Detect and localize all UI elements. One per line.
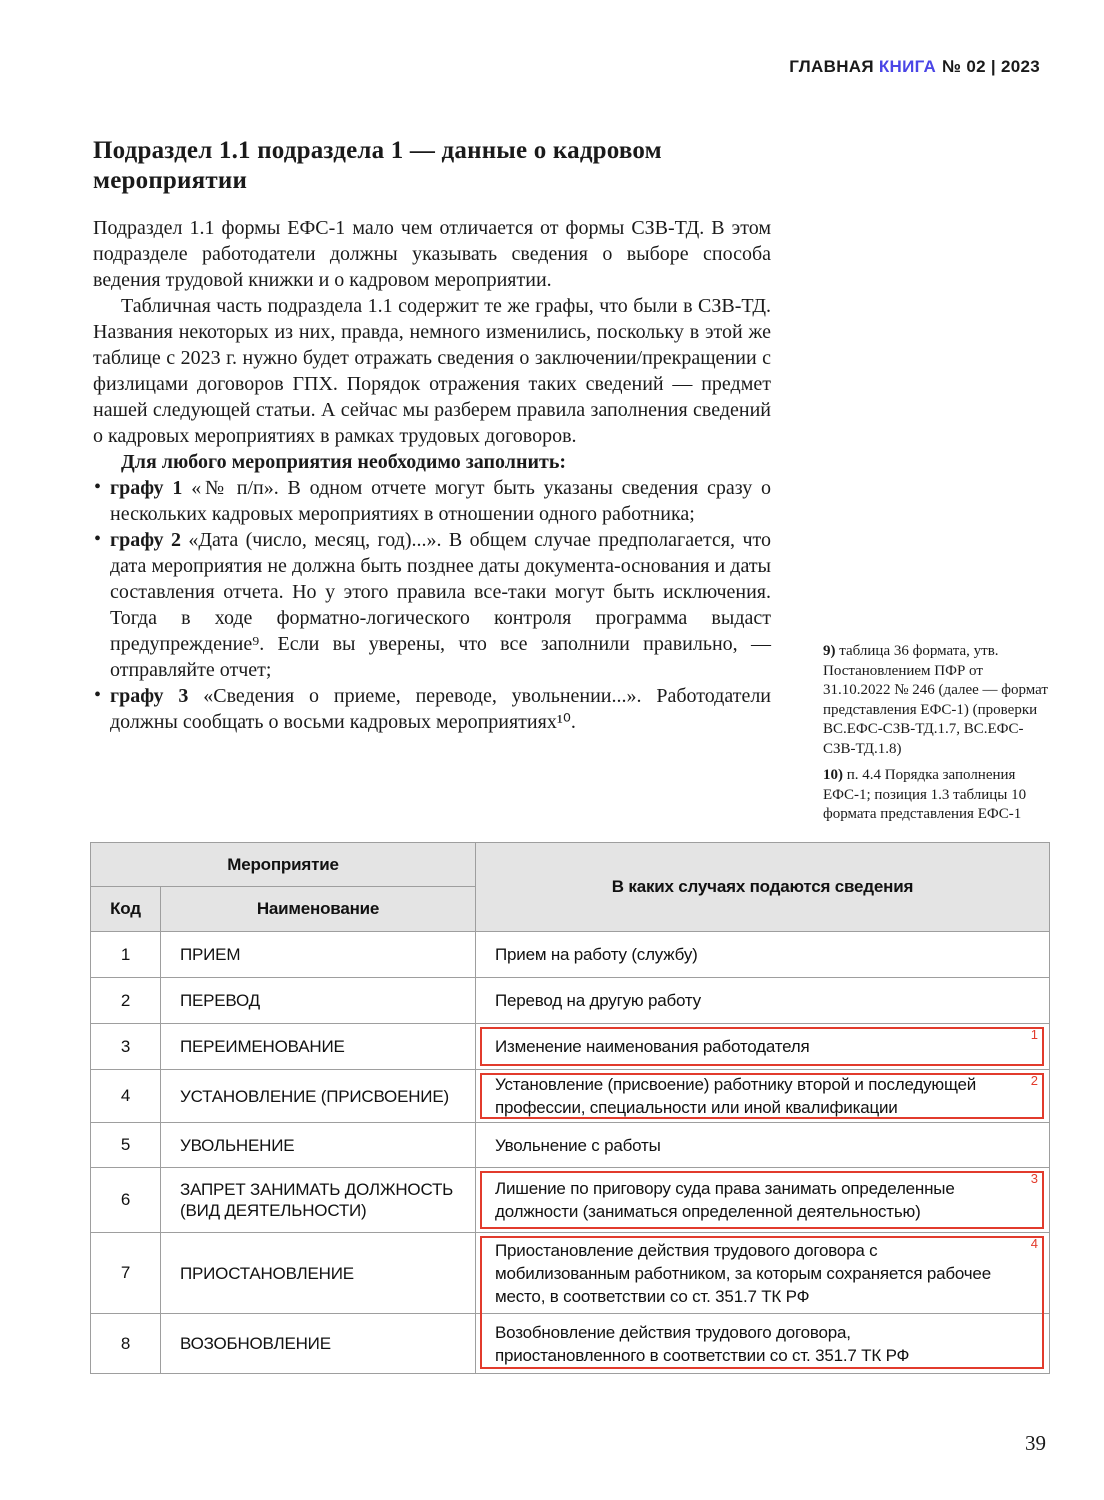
masthead bbox=[789, 57, 1040, 77]
table-cell-code: 5 bbox=[91, 1123, 160, 1167]
cases-text: Установление (присвоение) работнику второй и последующей профессии, специальности или иной квалификации bbox=[495, 1075, 977, 1117]
bullet-lead: графу 2 bbox=[110, 529, 181, 551]
cases-text: Лишение по приговору суда права занимать определенные должности (заниматься определенной деятельностью) bbox=[495, 1179, 955, 1221]
footnote-text: таблица 36 формата, утв. Постановлением ПФР от 31.10.2022 № 246 (далее — формат представления ЕФС-1) (проверки ВС.ЕФС-СЗВ-ТД.1.7, ВС.ЕФС-СЗВ-ТД.1.8) bbox=[823, 643, 1048, 757]
article-title: Подраздел 1.1 подраздела 1 — данные о кадровом мероприятии bbox=[93, 137, 662, 194]
sidenotes bbox=[823, 642, 1050, 832]
table-header-code: Код bbox=[91, 887, 160, 931]
table-cell-cases bbox=[476, 978, 1049, 1023]
bullet-lead: графу 1 bbox=[110, 477, 183, 499]
cases-text: Приостановление действия трудового договора с мобилизованным работником, за которым сохраняется рабочее место, в соответствии со ст. 351.7 ТК РФ bbox=[495, 1240, 991, 1306]
bullet-text: «Дата (число, месяц, год)...». В общем случае предполагается, что дата мероприятия не должна быть позднее даты документа-основания и даты составления отчета. Но у этого правила все-таки могут быть исключения. Тогда в ходе форматно-логического контроля программа выдаст предупреждение⁹. Если вы уверены, что все заполнили правильно, — отправляйте отчет; bbox=[110, 529, 771, 681]
table-cell-code: 7 bbox=[91, 1233, 160, 1313]
table-cell-name: ПРИЕМ bbox=[161, 932, 475, 977]
bullet-item bbox=[93, 527, 771, 683]
bullet-text: «№ п/п». В одном отчете могут быть указаны сведения сразу о нескольких кадровых мероприятиях в отношении одного работника; bbox=[110, 477, 772, 525]
table-cell-cases bbox=[476, 1168, 1049, 1232]
callout-number: 2 bbox=[1030, 1073, 1038, 1088]
table-cell-name: ПЕРЕИМЕНОВАНИЕ bbox=[161, 1024, 475, 1069]
table-cell-cases bbox=[476, 1123, 1049, 1167]
bullet-marker-icon: • bbox=[94, 528, 102, 550]
table-cell-code: 2 bbox=[91, 978, 160, 1023]
table-cell-name: ПРИОСТАНОВЛЕНИЕ bbox=[161, 1233, 475, 1313]
table-cell-name: УСТАНОВЛЕНИЕ (ПРИСВОЕНИЕ) bbox=[161, 1070, 475, 1122]
masthead-brand-secondary: КНИГА bbox=[878, 57, 937, 76]
paragraph: Подраздел 1.1 формы ЕФС-1 мало чем отличается от формы СЗВ-ТД. В этом подразделе работодатели должны указывать сведения о выборе способа ведения трудовой книжки и о кадровом мероприятии. bbox=[93, 217, 771, 291]
masthead-brand-primary: ГЛАВНАЯ bbox=[789, 57, 874, 76]
callout-number: 4 bbox=[1030, 1236, 1038, 1251]
bullet-marker-icon: • bbox=[94, 684, 102, 706]
table-cell-cases bbox=[476, 1233, 1049, 1313]
table-cell-code: 1 bbox=[91, 932, 160, 977]
cases-text: Изменение наименования работодателя bbox=[495, 1037, 810, 1056]
masthead-issue: № 02 | 2023 bbox=[942, 57, 1040, 76]
table-cell-name: ПЕРЕВОД bbox=[161, 978, 475, 1023]
table-cell-code: 3 bbox=[91, 1024, 160, 1069]
callout-number: 3 bbox=[1030, 1171, 1038, 1186]
table-cell-cases bbox=[476, 1314, 1049, 1373]
article-body bbox=[93, 136, 771, 735]
table-cell-name: ЗАПРЕТ ЗАНИМАТЬ ДОЛЖНОСТЬ (ВИД ДЕЯТЕЛЬНОСТИ) bbox=[161, 1168, 475, 1232]
events-table bbox=[90, 842, 1050, 1374]
cases-text: Прием на работу (службу) bbox=[495, 945, 698, 964]
callout-number: 1 bbox=[1030, 1027, 1038, 1042]
cases-text: Увольнение с работы bbox=[495, 1135, 661, 1155]
bullet-lead: графу 3 bbox=[110, 685, 189, 707]
footnote-9 bbox=[823, 642, 1050, 759]
footnote-10 bbox=[823, 766, 1050, 825]
lead-in-line: Для любого мероприятия необходимо заполнить: bbox=[121, 451, 567, 473]
table-header-cases: В каких случаях подаются сведения bbox=[476, 843, 1049, 931]
table-cell-name: УВОЛЬНЕНИЕ bbox=[161, 1123, 475, 1167]
table-cell-code: 8 bbox=[91, 1314, 160, 1373]
table-cell-cases bbox=[476, 932, 1049, 977]
bullet-item bbox=[93, 683, 771, 735]
cases-text: Перевод на другую работу bbox=[495, 991, 701, 1010]
table-cell-code: 6 bbox=[91, 1168, 160, 1232]
footnote-number: 9) bbox=[823, 643, 836, 659]
bullet-marker-icon: • bbox=[94, 476, 102, 498]
table-cell-cases bbox=[476, 1024, 1049, 1069]
paragraph: Табличная часть подраздела 1.1 содержит те же графы, что были в СЗВ-ТД. Названия некоторых из них, правда, немного изменились, поскольку в этой же таблице с 2023 г. нужно будет отражать сведения о заключении/прекращении с физлицами договоров ГПХ. Порядок отражения таких сведений — предмет нашей следующей статьи. А сейчас мы разберем правила заполнения сведений о кадровых мероприятиях в рамках трудовых договоров. bbox=[93, 295, 771, 447]
footnote-text: п. 4.4 Порядка заполнения ЕФС-1; позиция 1.3 таблицы 10 формата представления ЕФС-1 bbox=[823, 767, 1027, 822]
cases-text: Возобновление действия трудового договора, приостановленного в соответствии со ст. 351.7 ТК РФ bbox=[495, 1322, 910, 1365]
bullet-item bbox=[93, 475, 771, 527]
footnote-number: 10) bbox=[823, 767, 843, 783]
table-cell-code: 4 bbox=[91, 1070, 160, 1122]
page-number: 39 bbox=[1025, 1431, 1046, 1455]
table-header-event: Мероприятие bbox=[91, 843, 475, 886]
table-header-name: Наименование bbox=[161, 887, 475, 931]
table-cell-cases bbox=[476, 1070, 1049, 1122]
bullet-text: «Сведения о приеме, переводе, увольнении...». Работодатели должны сообщать о восьми кадровых мероприятиях¹⁰. bbox=[110, 685, 772, 733]
table-cell-name: ВОЗОБНОВЛЕНИЕ bbox=[161, 1314, 475, 1373]
